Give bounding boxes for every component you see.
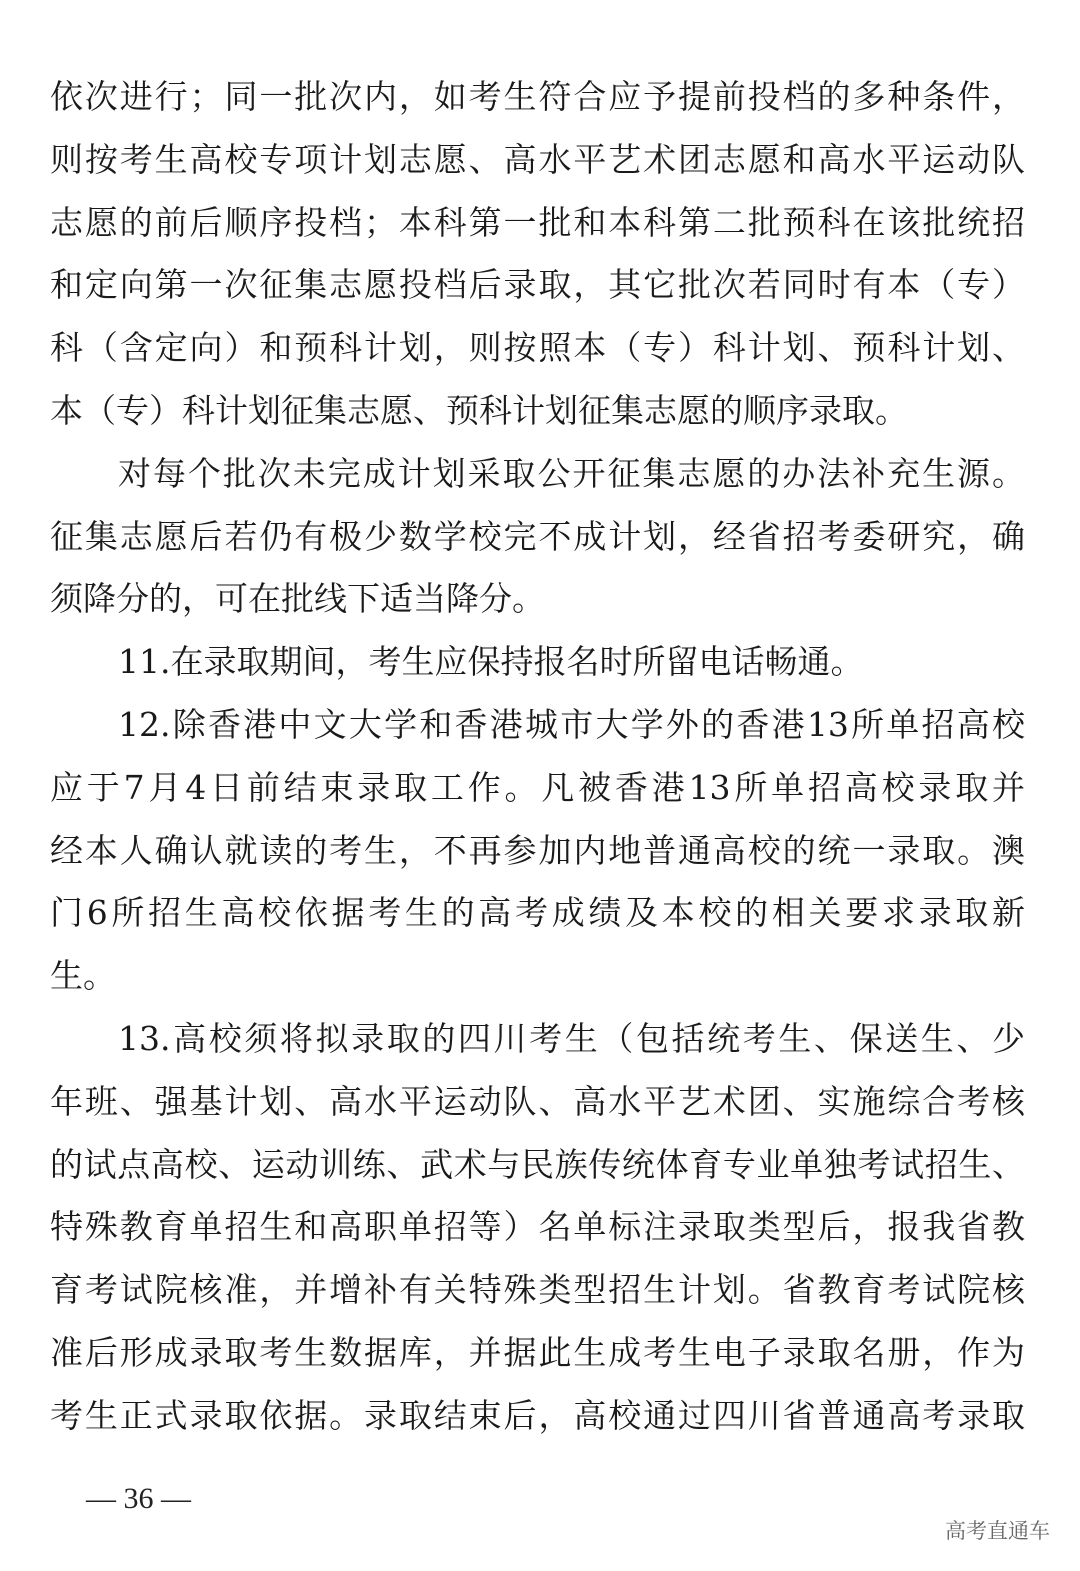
text-line: 育考试院核准，并增补有关特殊类型招生计划。省教育考试院核 (50, 1270, 1025, 1310)
text-line: 则按考生高校专项计划志愿、高水平艺术团志愿和高水平运动队 (50, 139, 1025, 179)
page-number: — 36 — (86, 1482, 191, 1515)
text-line: 和定向第一次征集志愿投档后录取，其它批次若同时有本（专） (50, 265, 1025, 305)
item-13-line: 13.高校须将拟录取的四川考生（包括统考生、保送生、少 (118, 1018, 1025, 1058)
text-line: 征集志愿后若仍有极少数学校完不成计划，经省招考委研究，确 (50, 516, 1025, 556)
text-line: 志愿的前后顺序投档；本科第一批和本科第二批预科在该批统招 (50, 202, 1025, 242)
text-line: 年班、强基计划、高水平运动队、高水平艺术团、实施综合考核 (50, 1081, 1025, 1121)
item-12-line: 12.除香港中文大学和香港城市大学外的香港13所单招高校 (118, 704, 1025, 744)
text-line: 依次进行；同一批次内，如考生符合应予提前投档的多种条件， (50, 77, 1025, 116)
text-line: 门6所招生高校依据考生的高考成绩及本校的相关要求录取新 (50, 893, 1025, 933)
text-line: 生。 (50, 956, 116, 996)
text-line: 应于7月4日前结束录取工作。凡被香港13所单招高校录取并 (50, 767, 1025, 807)
text-line: 本（专）科计划征集志愿、预科计划征集志愿的顺序录取。 (50, 390, 908, 430)
text-line: 考生正式录取依据。录取结束后，高校通过四川省普通高考录取 (50, 1395, 1025, 1435)
text-line: 经本人确认就读的考生，不再参加内地普通高校的统一录取。澳 (50, 830, 1025, 870)
document-body (50, 66, 1025, 1448)
item-11-line: 11.在录取期间，考生应保持报名时所留电话畅通。 (118, 642, 864, 682)
text-line: 须降分的，可在批线下适当降分。 (50, 579, 545, 619)
text-line: 的试点高校、运动训练、武术与民族传统体育专业单独考试招生、 (50, 1144, 1025, 1184)
watermark: 高考直通车 (945, 1519, 1050, 1543)
text-line: 准后形成录取考生数据库，并据此生成考生电子录取名册，作为 (50, 1332, 1025, 1372)
paragraph-start-line: 对每个批次未完成计划采取公开征集志愿的办法补充生源。 (118, 453, 1025, 493)
text-line: 特殊教育单招生和高职单招等）名单标注录取类型后，报我省教 (50, 1207, 1025, 1247)
text-line: 科（含定向）和预科计划，则按照本（专）科计划、预科计划、 (50, 328, 1025, 368)
